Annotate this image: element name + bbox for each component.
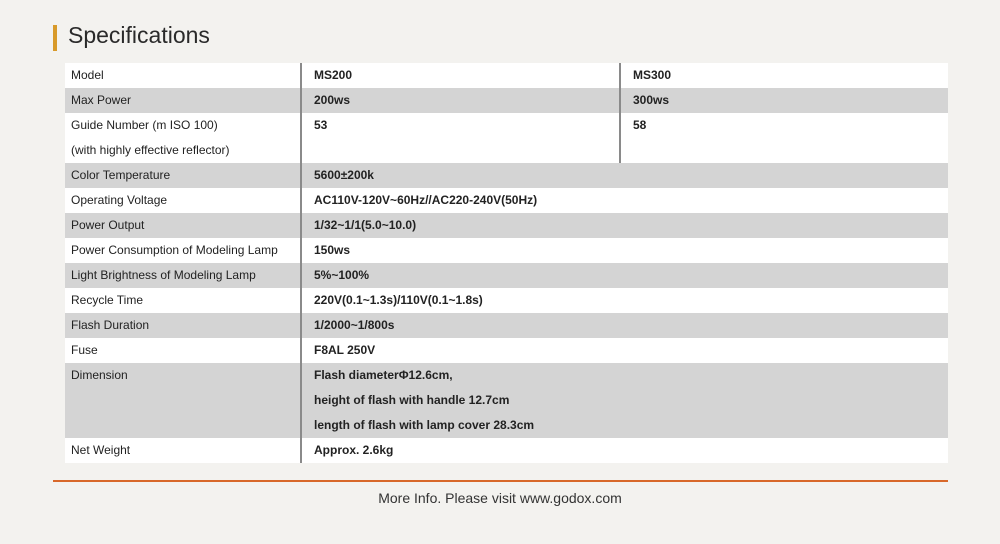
row-label: Light Brightness of Modeling Lamp — [71, 268, 256, 282]
value-ms200: 200ws — [300, 88, 619, 113]
row-label: Max Power — [71, 93, 132, 107]
row-label: Power Consumption of Modeling Lamp — [71, 243, 278, 257]
row-label: Color Temperature — [71, 168, 171, 182]
table-row-max-power — [65, 88, 948, 113]
row-label: Recycle Time — [71, 293, 144, 307]
row-label-line: (with highly effective reflector) — [71, 143, 230, 157]
row-value: 150ws — [300, 238, 948, 263]
table-row-fuse — [65, 338, 948, 363]
value-ms300 — [619, 113, 948, 163]
row-value — [300, 363, 948, 438]
table-row-operating-voltage — [65, 188, 948, 213]
table-row-dimension — [65, 363, 948, 438]
row-label: Net Weight — [71, 443, 131, 457]
row-label: Power Output — [71, 218, 145, 232]
value-ms200 — [300, 113, 619, 163]
value-line: height of flash with handle 12.7cm — [314, 393, 510, 407]
row-label: Model — [71, 68, 104, 82]
row-value: 5%~100% — [300, 263, 948, 288]
table-row-power-output — [65, 213, 948, 238]
table-row-light-brightness — [65, 263, 948, 288]
spec-table — [65, 63, 948, 463]
row-value: AC110V-120V~60Hz//AC220-240V(50Hz) — [300, 188, 948, 213]
table-row-model — [65, 63, 948, 88]
row-value: Approx. 2.6kg — [300, 438, 948, 463]
row-label: Fuse — [71, 343, 98, 357]
footer-divider — [53, 480, 948, 482]
row-label — [65, 113, 300, 163]
value-line: 58 — [633, 118, 647, 132]
value-ms200: MS200 — [300, 63, 619, 88]
row-value: F8AL 250V — [300, 338, 948, 363]
value-line: Flash diameterΦ12.6cm, — [314, 368, 453, 382]
row-label-line: Guide Number (m ISO 100) — [71, 118, 218, 132]
value-ms300: MS300 — [619, 63, 948, 88]
row-label: Operating Voltage — [71, 193, 168, 207]
row-value: 220V(0.1~1.3s)/110V(0.1~1.8s) — [300, 288, 948, 313]
value-line: length of flash with lamp cover 28.3cm — [314, 418, 535, 432]
table-row-power-consumption — [65, 238, 948, 263]
row-value: 1/32~1/1(5.0~10.0) — [300, 213, 948, 238]
table-row-flash-duration — [65, 313, 948, 338]
footer-text: More Info. Please visit www.godox.com — [378, 490, 622, 506]
row-label — [65, 363, 300, 438]
table-row-guide-number — [65, 113, 948, 163]
value-line: 53 — [314, 118, 328, 132]
row-label: Flash Duration — [71, 318, 150, 332]
row-label-line: Dimension — [71, 368, 128, 382]
title-accent-bar — [53, 25, 57, 51]
value-ms300: 300ws — [619, 88, 948, 113]
page-title: Specifications — [68, 22, 210, 48]
table-row-net-weight — [65, 438, 948, 463]
row-value: 5600±200k — [300, 163, 948, 188]
table-row-color-temperature — [65, 163, 948, 188]
table-row-recycle-time — [65, 288, 948, 313]
row-value: 1/2000~1/800s — [300, 313, 948, 338]
